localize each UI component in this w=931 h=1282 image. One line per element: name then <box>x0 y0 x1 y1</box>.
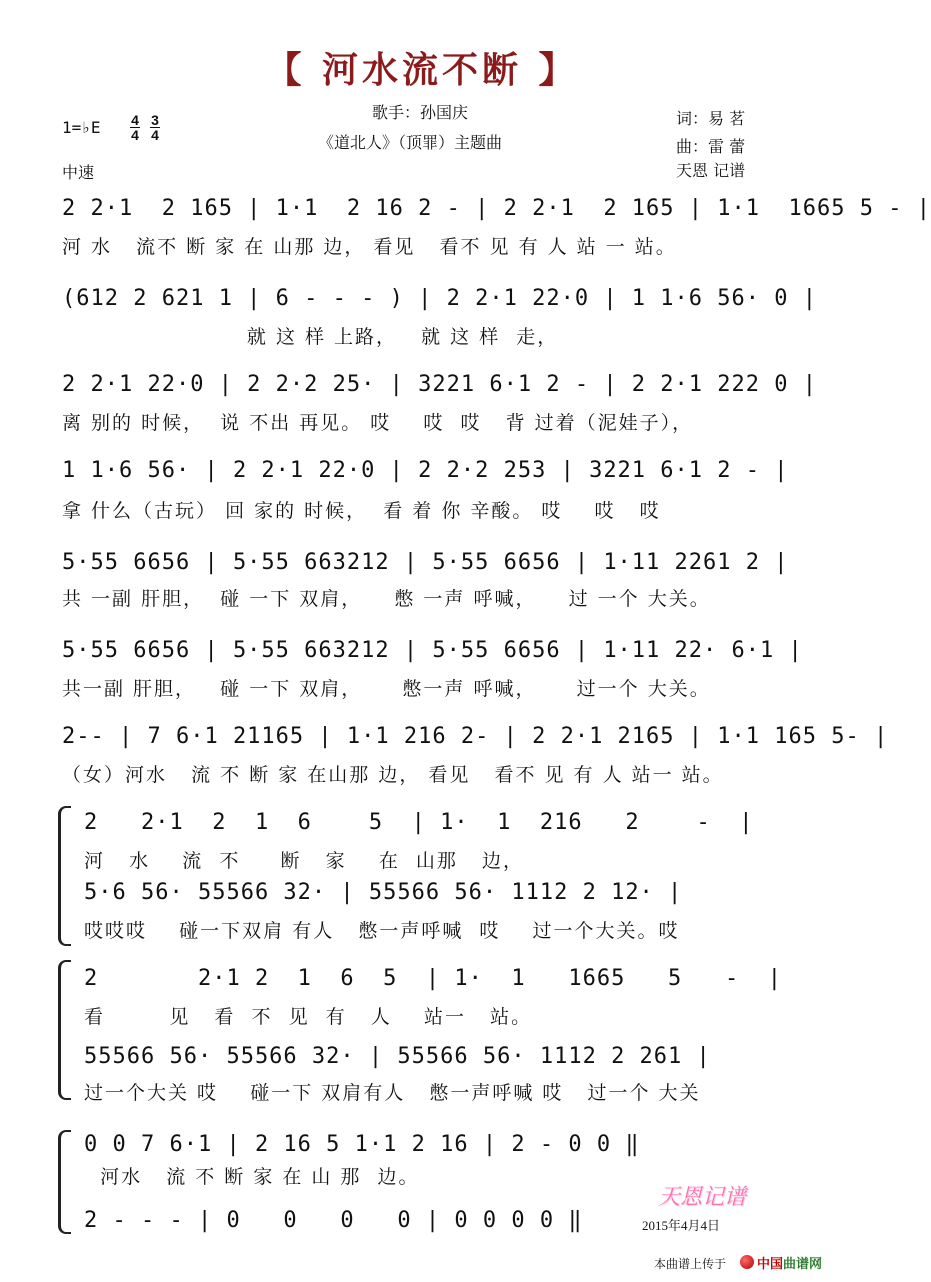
system-bracket <box>58 806 71 946</box>
time-signature-bottom: 4 <box>151 127 159 143</box>
lyrics-line-3: 离 别的 时候， 说 不出 再见。 哎 哎 哎 背 过着（泥娃子）， <box>62 412 694 434</box>
composer-credit: 曲：雷 蕾 <box>676 137 746 156</box>
notation-line-13: 2 - - - | 0 0 0 0 | 0 0 0 0 ‖ <box>84 1208 583 1233</box>
site-logo[interactable] <box>740 1253 832 1271</box>
time-signature-4-4 <box>130 114 140 141</box>
time-signature-3-4 <box>150 114 160 141</box>
upload-note: 本曲谱上传于 <box>654 1257 727 1271</box>
subtitle: 《道北人》（顶罪）主题曲 <box>318 133 503 152</box>
time-signature-top: 3 <box>151 112 159 128</box>
notation-line-2: (612 2 621 1 | 6 - - - ) | 2 2·1 22·0 | 1 1·6 56· 0 | <box>62 286 817 311</box>
notation-line-3: 2 2·1 22·0 | 2 2·2 25· | 3221 6·1 2 - | 2 2·1 222 0 | <box>62 372 817 397</box>
notation-line-5: 5·55 6656 | 5·55 663212 | 5·55 6656 | 1·11 2261 2 | <box>62 550 789 575</box>
lyrics-line-7: （女）河水 流 不 断 家 在山那 边， 看见 看不 见 有 人 站一 站。 <box>62 764 724 786</box>
notation-line-7: 2-- | 7 6·1 21165 | 1·1 216 2- | 2 2·1 2165 | 1·1 165 5- | <box>62 724 889 749</box>
lyrics-line-1: 河 水 流不 断 家 在 山那 边， 看见 看不 见 有 人 站 一 站。 <box>62 236 677 258</box>
song-title: 【 河水流不断 】 <box>265 50 579 91</box>
singer-credit: 歌手：孙国庆 <box>372 103 469 122</box>
transcription-date: 2015年4月4日 <box>642 1218 721 1233</box>
lyricist-credit: 词：易 茗 <box>676 109 746 128</box>
lyrics-line-5: 共 一副 肝胆， 碰 一下 双肩， 憋 一声 呼喊， 过 一个 大关。 <box>62 588 711 610</box>
lyrics-line-6: 共一副 肝胆， 碰 一下 双肩， 憋一声 呼喊， 过一个 大关。 <box>62 678 711 700</box>
tempo-marking: 中速 <box>62 163 95 182</box>
logo-text-b: 曲谱网 <box>783 1256 823 1272</box>
transcriber-credit: 天恩 记谱 <box>676 161 746 180</box>
system-bracket <box>58 960 71 1100</box>
key-signature: 1=♭E <box>62 118 101 137</box>
time-signature-bottom: 4 <box>131 127 139 143</box>
logo-text-a: 中国 <box>757 1256 784 1272</box>
lyrics-line-12: 河水 流 不 断 家 在 山 那 边。 <box>84 1166 420 1188</box>
logo-ball-icon <box>740 1255 754 1269</box>
lyrics-line-2: 就 这 样 上路， 就 这 样 走， <box>62 326 559 348</box>
notation-line-8: 2 2·1 2 1 6 5 | 1· 1 216 2 - | <box>84 810 754 835</box>
notation-line-12: 0 0 7 6·1 | 2 16 5 1·1 2 16 | 2 - 0 0 ‖ <box>84 1132 640 1157</box>
lyrics-line-10: 看 见 看 不 见 有 人 站一 站。 <box>84 1006 533 1028</box>
notation-line-9: 5·6 56· 55566 32· | 55566 56· 1112 2 12· | <box>84 880 683 905</box>
notation-line-4: 1 1·6 56· | 2 2·1 22·0 | 2 2·2 253 | 3221 6·1 2 - | <box>62 458 789 483</box>
lyrics-line-9: 哎哎哎 碰一下双肩 有人 憋一声呼喊 哎 过一个大关。哎 <box>84 920 680 942</box>
notation-line-6: 5·55 6656 | 5·55 663212 | 5·55 6656 | 1·11 22· 6·1 | <box>62 638 803 663</box>
lyrics-line-4: 拿 什么（古玩） 回 家的 时候， 看 着 你 辛酸。 哎 哎 哎 <box>62 500 661 522</box>
transcriber-stamp: 天恩记谱 <box>658 1185 747 1210</box>
lyrics-line-11: 过一个大关 哎 碰一下 双肩有人 憋一声呼喊 哎 过一个 大关 <box>84 1082 701 1104</box>
lyrics-line-8: 河 水 流 不 断 家 在 山那 边， <box>84 850 525 872</box>
notation-line-10: 2 2·1 2 1 6 5 | 1· 1 1665 5 - | <box>84 966 783 991</box>
notation-line-11: 55566 56· 55566 32· | 55566 56· 1112 2 261 | <box>84 1044 711 1069</box>
time-signature-top: 4 <box>131 112 139 128</box>
notation-line-1: 2 2·1 2 165 | 1·1 2 16 2 - | 2 2·1 2 165 | 1·1 1665 5 - | <box>62 196 931 221</box>
system-bracket <box>58 1130 71 1234</box>
logo-text <box>757 1253 822 1272</box>
